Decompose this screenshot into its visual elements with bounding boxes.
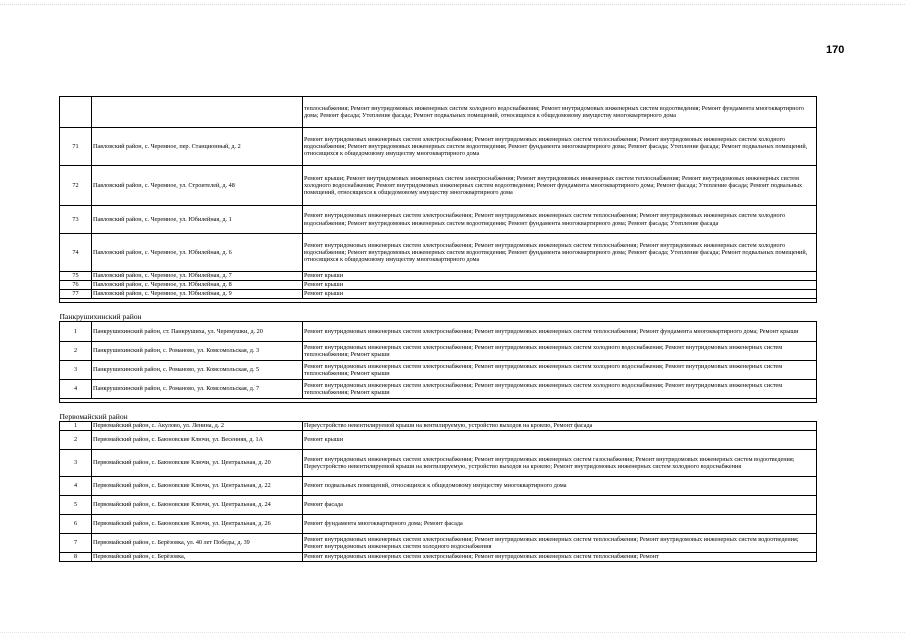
- address-cell: Панкрушихинский район, ст. Панкрушиха, ул. Черемушки, д. 20: [92, 322, 303, 342]
- address-cell: Павловский район, с. Черемное, ул. Юбилейная, д. 9: [92, 290, 303, 299]
- row-number: 6: [60, 515, 92, 534]
- address-cell: Панкрушихинский район, с. Романово, ул. Комсомольская, д. 3: [92, 342, 303, 361]
- work-cell: Ремонт крыши; Ремонт внутридомовых инженерных систем электроснабжения; Ремонт внутридомовых инженерных систем теплоснабжения; Ремонт внутридомовых инженерных систем холодного водоснабжения; Ремонт внутридомовых инженерных систем водоотведения; Ремонт фундамента многоквартирного дома; Ремонт фасада; Утепление фасада; Ремонт подвальных помещений, относящихся к общедомовому имуществу многоквартирного дома: [303, 166, 817, 206]
- table-row: [60, 534, 817, 553]
- row-number: 71: [60, 128, 92, 166]
- row-number: 1: [60, 322, 92, 342]
- table-row: [60, 206, 817, 234]
- row-number: 2: [60, 342, 92, 361]
- address-cell: Павловский район, с. Черемное, ул. Юбилейная, д. 1: [92, 206, 303, 234]
- row-number: 3: [60, 450, 92, 477]
- row-number: 77: [60, 290, 92, 299]
- address-cell: Павловский район, с. Черемное, пер. Станционный, д. 2: [92, 128, 303, 166]
- work-cell: Переустройство невентилируемой крыши на вентилируемую, устройство выходов на кровлю, Ремонт фасада: [303, 422, 817, 431]
- table-row: [60, 322, 817, 342]
- section-header-row: [60, 303, 817, 322]
- table-row: [60, 477, 817, 496]
- work-cell: Ремонт внутридомовых инженерных систем электроснабжения; Ремонт внутридомовых инженерных систем холодного водоснабжения; Ремонт внутридомовых инженерных систем теплоснабжения; Ремонт крыши: [303, 380, 817, 399]
- address-cell: Панкрушихинский район, с. Романово, ул. Комсомольская, д. 5: [92, 361, 303, 380]
- address-cell: Первомайский район, с. Берёзовка,: [92, 553, 303, 562]
- work-cell: Ремонт крыши: [303, 272, 817, 281]
- address-cell: Первомайский район, с. Баюновские Ключи, ул. Весенняя, д. 1А: [92, 431, 303, 450]
- work-cell: Ремонт внутридомовых инженерных систем электроснабжения; Ремонт внутридомовых инженерных систем теплоснабжения; Ремонт фундамента многоквартирного дома; Ремонт крыши: [303, 322, 817, 342]
- table-row: [60, 281, 817, 290]
- work-cell: Ремонт фундамента многоквартирного дома; Ремонт фасада: [303, 515, 817, 534]
- section-title: Первомайский район: [59, 412, 128, 421]
- row-number: 8: [60, 553, 92, 562]
- table-row: [60, 128, 817, 166]
- work-cell: Ремонт внутридомовых инженерных систем электроснабжения; Ремонт внутридомовых инженерных систем газоснабжения; Ремонт внутридомовых инженерных систем водоотведения; Переустройство невентилируемой крыши на вентилируемую, устройство выходов на кровлю; Ремонт внутридомовых инженерных систем холодного водоснабжения: [303, 450, 817, 477]
- work-cell: Ремонт внутридомовых инженерных систем электроснабжения; Ремонт внутридомовых инженерных систем холодного водоснабжения; Ремонт внутридомовых инженерных систем теплоснабжения; Ремонт крыши: [303, 342, 817, 361]
- address-cell: Первомайский район, с. Берёзовка, ул. 40 лет Победы, д. 39: [92, 534, 303, 553]
- row-number: 72: [60, 166, 92, 206]
- address-cell: Панкрушихинский район, с. Романово, ул. Комсомольская, д. 7: [92, 380, 303, 399]
- section-title: Панкрушихинский район: [59, 312, 142, 321]
- work-cell: Ремонт внутридомовых инженерных систем электроснабжения; Ремонт внутридомовых инженерных систем холодного водоснабжения; Ремонт внутридомовых инженерных систем теплоснабжения; Ремонт крыши: [303, 361, 817, 380]
- table-row: [60, 361, 817, 380]
- page-number: 170: [826, 44, 845, 56]
- work-cell: Ремонт внутридомовых инженерных систем электроснабжения; Ремонт внутридомовых инженерных систем теплоснабжения; Ремонт внутридомовых инженерных систем холодного водоснабжения; Ремонт внутридомовых инженерных систем водоотведения; Ремонт фундамента многоквартирного дома; Ремонт фасада; Утепление фасада; Ремонт подвальных помещений, относящихся к общедомовому имуществу многоквартирного дома: [303, 234, 817, 272]
- work-cell: Ремонт внутридомовых инженерных систем электроснабжения; Ремонт внутридомовых инженерных систем теплоснабжения; Ремонт внутридомовых инженерных систем холодного водоснабжения; Ремонт внутридомовых инженерных систем водоотведения; Ремонт фундамента многоквартирного дома; Ремонт фасада; Утепление фасада; Ремонт подвальных помещений, относящихся к общедомовому имуществу многоквартирного дома: [303, 128, 817, 166]
- table-row: [60, 450, 817, 477]
- row-number: 76: [60, 281, 92, 290]
- scan-bottom-edge: [0, 632, 905, 633]
- row-number: 74: [60, 234, 92, 272]
- row-number: 4: [60, 380, 92, 399]
- table-row: [60, 234, 817, 272]
- address-cell: [92, 97, 303, 128]
- table-row: [60, 166, 817, 206]
- table-row: [60, 97, 817, 128]
- row-number: 3: [60, 361, 92, 380]
- row-number: 7: [60, 534, 92, 553]
- scan-top-edge: [0, 4, 905, 5]
- address-cell: Павловский район, с. Черемное, ул. Юбилейная, д. 6: [92, 234, 303, 272]
- table-row: [60, 272, 817, 281]
- table-row: [60, 496, 817, 515]
- table-row: [60, 422, 817, 431]
- repair-table-body: [60, 97, 817, 562]
- table-row: [60, 553, 817, 562]
- work-cell: Ремонт внутридомовых инженерных систем электроснабжения; Ремонт внутридомовых инженерных систем теплоснабжения; Ремонт внутридомовых инженерных систем водоотведения; Ремонт внутридомовых инженерных систем холодного водоснабжения: [303, 534, 817, 553]
- table-row: [60, 515, 817, 534]
- address-cell: Первомайский район, с. Акулово, ул. Ленина, д. 2: [92, 422, 303, 431]
- table-row: [60, 342, 817, 361]
- work-cell: Ремонт крыши: [303, 431, 817, 450]
- table-row: [60, 290, 817, 299]
- work-cell: Ремонт внутридомовых инженерных систем электроснабжения; Ремонт внутридомовых инженерных систем теплоснабжения; Ремонт внутридомовых инженерных систем холодного водоснабжения; Ремонт внутридомовых инженерных систем водоотведения; Ремонт фундамента многоквартирного дома; Ремонт фасада; Утепление фасада: [303, 206, 817, 234]
- address-cell: Первомайский район, с. Баюновские Ключи, ул. Центральная, д. 24: [92, 496, 303, 515]
- row-number: 2: [60, 431, 92, 450]
- work-cell: теплоснабжения; Ремонт внутридомовых инженерных систем холодного водоснабжения; Ремонт внутридомовых инженерных систем водоотведения; Ремонт фундамента многоквартирного дома; Ремонт фасада; Утепление фасада; Ремонт подвальных помещений, относящихся к общедомовому имуществу многоквартирного дома: [303, 97, 817, 128]
- row-number: 73: [60, 206, 92, 234]
- address-cell: Первомайский район, с. Баюновские Ключи, ул. Центральная, д. 22: [92, 477, 303, 496]
- work-cell: Ремонт внутридомовых инженерных систем электроснабжения; Ремонт внутридомовых инженерных систем теплоснабжения; Ремонт: [303, 553, 817, 562]
- row-number: 5: [60, 496, 92, 515]
- repair-table: [59, 96, 817, 562]
- row-number: 75: [60, 272, 92, 281]
- row-number: [60, 97, 92, 128]
- address-cell: Первомайский район, с. Баюновские Ключи, ул. Центральная, д. 20: [92, 450, 303, 477]
- work-cell: Ремонт фасада: [303, 496, 817, 515]
- work-cell: Ремонт крыши: [303, 290, 817, 299]
- work-cell: Ремонт подвальных помещений, относящихся к общедомовому имуществу многоквартирного дома: [303, 477, 817, 496]
- section-header-row: [60, 403, 817, 422]
- address-cell: Павловский район, с. Черемное, ул. Юбилейная, д. 7: [92, 272, 303, 281]
- row-number: 4: [60, 477, 92, 496]
- row-number: 1: [60, 422, 92, 431]
- table-row: [60, 380, 817, 399]
- address-cell: Павловский район, с. Черемное, ул. Юбилейная, д. 8: [92, 281, 303, 290]
- address-cell: Первомайский район, с. Баюновские Ключи, ул. Центральная, д. 26: [92, 515, 303, 534]
- address-cell: Павловский район, с. Черемное, ул. Строителей, д. 48: [92, 166, 303, 206]
- table-row: [60, 431, 817, 450]
- work-cell: Ремонт крыши: [303, 281, 817, 290]
